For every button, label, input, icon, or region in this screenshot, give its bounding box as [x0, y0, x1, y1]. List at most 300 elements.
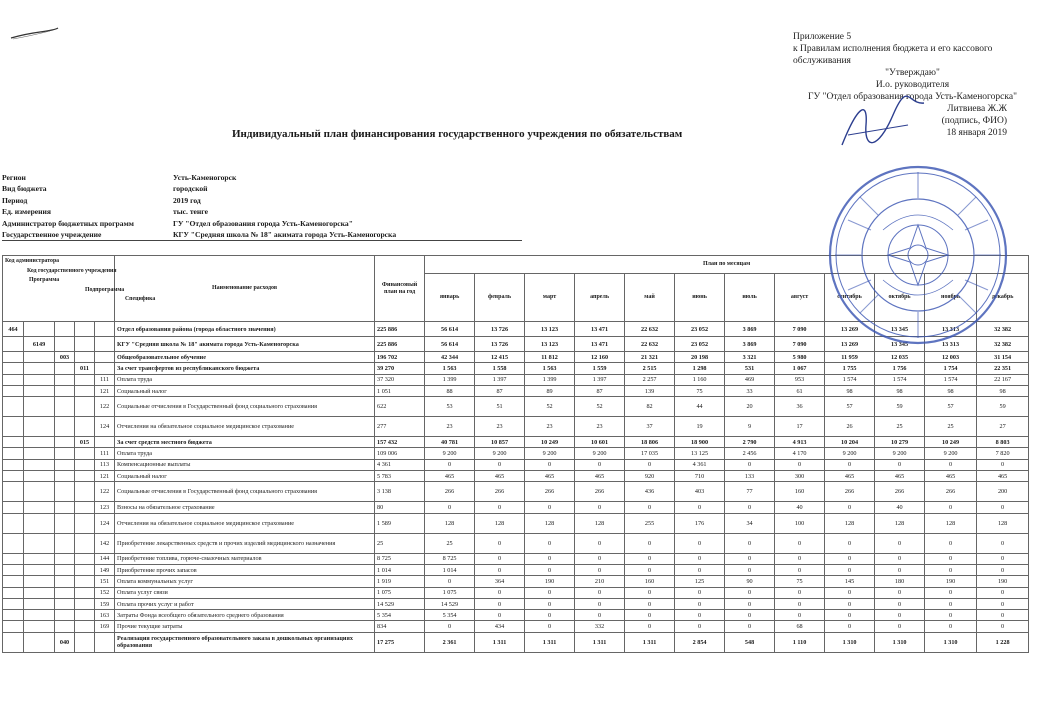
month-value-cell: 0 [725, 459, 775, 470]
month-value-cell: 0 [875, 621, 925, 632]
month-value-cell: 0 [925, 459, 977, 470]
month-value-cell: 1 310 [925, 632, 977, 652]
month-value-cell: 1 110 [775, 632, 825, 652]
month-value-cell: 4 170 [775, 448, 825, 459]
month-value-cell: 59 [875, 397, 925, 417]
month-value-cell: 0 [575, 587, 625, 598]
code-cell [24, 322, 55, 337]
month-value-cell: 465 [475, 471, 525, 482]
table-row [3, 471, 1029, 482]
month-value-cell: 12 003 [925, 352, 977, 363]
table-row [3, 564, 1029, 575]
month-value-cell: 465 [925, 471, 977, 482]
expense-name-cell: Отчисления на обязательное социальное медицинское страхование [115, 417, 375, 437]
code-cell [75, 553, 95, 564]
pen-mark-scribble [10, 26, 60, 42]
month-value-cell: 22 632 [625, 322, 675, 337]
month-value-cell: 0 [925, 598, 977, 609]
code-cell [3, 385, 24, 396]
month-value-cell: 9 200 [925, 448, 977, 459]
expense-name-cell: Социальный налог [115, 385, 375, 396]
month-value-cell: 13 269 [825, 322, 875, 337]
code-cell [95, 632, 115, 652]
code-cell [75, 513, 95, 533]
month-value-cell: 1 558 [475, 363, 525, 374]
month-value-cell: 10 204 [825, 437, 875, 448]
month-value-cell: 23 052 [675, 337, 725, 352]
month-value-cell: 13 123 [525, 337, 575, 352]
annual-plan-cell: 4 361 [375, 459, 425, 470]
month-value-cell: 0 [475, 533, 525, 553]
code-cell: 122 [95, 482, 115, 502]
month-value-cell: 10 857 [475, 437, 525, 448]
annual-plan-cell: 1 075 [375, 587, 425, 598]
table-row [3, 363, 1029, 374]
month-value-cell: 40 781 [425, 437, 475, 448]
month-value-cell: 0 [575, 610, 625, 621]
month-value-cell: 0 [875, 598, 925, 609]
document-metadata [2, 172, 522, 241]
month-value-cell: 40 [875, 502, 925, 513]
month-value-cell: 0 [625, 587, 675, 598]
code-cell: 144 [95, 553, 115, 564]
expense-name-cell: Отчисления на обязательное социальное медицинское страхование [115, 513, 375, 533]
code-cell [55, 322, 75, 337]
month-value-cell: 465 [575, 471, 625, 482]
month-value-cell: 20 [725, 397, 775, 417]
month-value-cell: 52 [575, 397, 625, 417]
code-cell [24, 564, 55, 575]
month-value-cell: 266 [575, 482, 625, 502]
month-value-cell: 364 [475, 576, 525, 587]
month-value-cell: 1 067 [775, 363, 825, 374]
code-cell [3, 471, 24, 482]
code-cell [75, 448, 95, 459]
month-value-cell: 0 [675, 564, 725, 575]
month-value-cell: 1 014 [425, 564, 475, 575]
expense-name-cell: Социальные отчисления в Государственный фонд социального страхования [115, 482, 375, 502]
expense-name-cell: Затраты Фонда всеобщего обязательного среднего образования [115, 610, 375, 621]
month-value-cell: 61 [775, 385, 825, 396]
code-cell [3, 374, 24, 385]
code-cell [3, 482, 24, 502]
month-value-cell: 0 [925, 587, 977, 598]
annual-plan-cell: 1 051 [375, 385, 425, 396]
month-value-cell: 1 397 [475, 374, 525, 385]
month-value-cell: 190 [525, 576, 575, 587]
code-cell [3, 610, 24, 621]
month-value-cell: 32 382 [977, 337, 1029, 352]
month-value-cell: 0 [475, 587, 525, 598]
month-value-cell: 4 361 [675, 459, 725, 470]
month-value-cell: 266 [925, 482, 977, 502]
code-cell [75, 482, 95, 502]
code-header-institution: Код государственного учреждения [27, 267, 117, 274]
code-cell [3, 502, 24, 513]
month-value-cell: 0 [775, 610, 825, 621]
month-value-cell: 128 [875, 513, 925, 533]
month-value-cell: 0 [725, 587, 775, 598]
month-value-cell: 0 [875, 459, 925, 470]
month-value-cell: 52 [525, 397, 575, 417]
annual-plan-cell: 17 275 [375, 632, 425, 652]
month-value-cell: 0 [525, 610, 575, 621]
table-row [3, 632, 1029, 652]
month-value-cell: 1 559 [575, 363, 625, 374]
month-value-cell: 98 [925, 385, 977, 396]
annual-plan-cell: 80 [375, 502, 425, 513]
code-cell: 149 [95, 564, 115, 575]
month-value-cell: 59 [977, 397, 1029, 417]
month-value-cell: 13 313 [925, 322, 977, 337]
month-value-cell: 12 160 [575, 352, 625, 363]
meta-row [2, 183, 522, 194]
table-row [3, 482, 1029, 502]
code-cell [24, 482, 55, 502]
table-row [3, 513, 1029, 533]
meta-value: городской [173, 184, 208, 194]
month-value-cell: 0 [875, 564, 925, 575]
code-cell: 151 [95, 576, 115, 587]
expense-name-cell: За счет средств местного бюджета [115, 437, 375, 448]
month-value-cell: 128 [425, 513, 475, 533]
expense-name-cell: Взносы на обязательное страхование [115, 502, 375, 513]
code-cell [3, 576, 24, 587]
code-cell [75, 576, 95, 587]
month-value-cell: 90 [725, 576, 775, 587]
month-value-cell: 266 [525, 482, 575, 502]
code-cell [24, 587, 55, 598]
expense-name-cell: КГУ "Средняя школа № 18" акимата города Усть-Каменогорска [115, 337, 375, 352]
code-cell [55, 459, 75, 470]
month-value-cell: 1 574 [875, 374, 925, 385]
annual-plan-cell: 25 [375, 533, 425, 553]
month-value-cell: 22 351 [977, 363, 1029, 374]
code-cell [75, 322, 95, 337]
month-value-cell: 7 820 [977, 448, 1029, 459]
month-value-cell: 9 200 [475, 448, 525, 459]
month-value-cell: 12 415 [475, 352, 525, 363]
month-header-cell: декабрь [977, 274, 1029, 322]
month-value-cell: 0 [977, 502, 1029, 513]
code-cell [75, 352, 95, 363]
table-row [3, 576, 1029, 587]
expense-name-cell: Социальные отчисления в Государственный фонд социального страхования [115, 397, 375, 417]
code-cell [95, 337, 115, 352]
month-value-cell: 0 [525, 553, 575, 564]
month-value-cell: 465 [977, 471, 1029, 482]
code-cell: 113 [95, 459, 115, 470]
month-value-cell: 0 [977, 610, 1029, 621]
month-value-cell: 0 [575, 502, 625, 513]
code-cell [55, 363, 75, 374]
month-value-cell: 0 [525, 564, 575, 575]
month-value-cell: 1 311 [625, 632, 675, 652]
month-value-cell: 1 311 [525, 632, 575, 652]
approval-date: 18 января 2019 [946, 128, 1007, 138]
code-cell [3, 533, 24, 553]
month-value-cell: 436 [625, 482, 675, 502]
month-value-cell: 0 [525, 502, 575, 513]
month-value-cell: 160 [775, 482, 825, 502]
month-value-cell: 2 257 [625, 374, 675, 385]
code-cell [75, 471, 95, 482]
month-header-cell: июль [725, 274, 775, 322]
month-value-cell: 1 563 [525, 363, 575, 374]
month-value-cell: 0 [825, 621, 875, 632]
month-value-cell: 0 [425, 621, 475, 632]
official-stamp [823, 160, 1013, 350]
month-value-cell: 0 [475, 564, 525, 575]
code-cell [24, 598, 55, 609]
month-value-cell: 0 [825, 502, 875, 513]
month-header-cell: январь [425, 274, 475, 322]
meta-value: КГУ "Средняя школа № 18" акимата города Усть-Каменогорска [173, 229, 397, 239]
month-value-cell: 25 [875, 417, 925, 437]
month-value-cell: 0 [675, 502, 725, 513]
table-body [3, 322, 1029, 653]
code-cell [55, 621, 75, 632]
table-row [3, 374, 1029, 385]
month-value-cell: 0 [825, 459, 875, 470]
table-row [3, 610, 1029, 621]
month-value-cell: 53 [425, 397, 475, 417]
expense-name-cell: За счет трансфертов из республиканского бюджета [115, 363, 375, 374]
code-cell [55, 471, 75, 482]
table-row [3, 621, 1029, 632]
month-value-cell: 0 [675, 587, 725, 598]
month-value-cell: 133 [725, 471, 775, 482]
month-value-cell: 0 [725, 553, 775, 564]
code-cell [55, 598, 75, 609]
month-value-cell: 100 [775, 513, 825, 533]
month-header-cell: апрель [575, 274, 625, 322]
month-value-cell: 20 198 [675, 352, 725, 363]
expense-name-cell: Приобретение лекарственных средств и прочих изделий медицинского назначения [115, 533, 375, 553]
month-value-cell: 0 [875, 533, 925, 553]
month-value-cell: 98 [875, 385, 925, 396]
month-value-cell: 32 382 [977, 322, 1029, 337]
table-row [3, 502, 1029, 513]
month-value-cell: 0 [725, 533, 775, 553]
month-value-cell: 300 [775, 471, 825, 482]
code-cell [75, 598, 95, 609]
approval-label: "Утверждаю" [885, 68, 940, 78]
month-value-cell: 88 [425, 385, 475, 396]
meta-key: Ед. измерения [2, 207, 52, 217]
approval-sign-label: (подпись, ФИО) [941, 116, 1007, 126]
annual-plan-cell: 622 [375, 397, 425, 417]
month-value-cell: 0 [425, 576, 475, 587]
month-value-cell: 9 [725, 417, 775, 437]
meta-row [2, 218, 522, 229]
month-value-cell: 10 601 [575, 437, 625, 448]
month-value-cell: 3 321 [725, 352, 775, 363]
month-value-cell: 1 311 [475, 632, 525, 652]
month-value-cell: 1 399 [425, 374, 475, 385]
month-value-cell: 434 [475, 621, 525, 632]
month-value-cell: 145 [825, 576, 875, 587]
month-value-cell: 23 [575, 417, 625, 437]
month-value-cell: 56 614 [425, 337, 475, 352]
code-cell [75, 564, 95, 575]
month-value-cell: 0 [625, 533, 675, 553]
month-value-cell: 210 [575, 576, 625, 587]
month-value-cell: 1 310 [825, 632, 875, 652]
meta-key: Регион [2, 173, 26, 182]
code-cell: 159 [95, 598, 115, 609]
expense-name-cell: Реализация государственного образовательного заказа в дошкольных организациях образования [115, 632, 375, 652]
month-value-cell: 710 [675, 471, 725, 482]
month-value-cell: 465 [825, 471, 875, 482]
month-value-cell: 1 160 [675, 374, 725, 385]
month-header-cell: сентябрь [825, 274, 875, 322]
table-row [3, 598, 1029, 609]
code-cell [55, 502, 75, 513]
month-value-cell: 128 [525, 513, 575, 533]
month-value-cell: 0 [425, 459, 475, 470]
month-value-cell: 200 [977, 482, 1029, 502]
month-value-cell: 0 [575, 564, 625, 575]
month-value-cell: 266 [825, 482, 875, 502]
month-value-cell: 13 313 [925, 337, 977, 352]
code-cell [3, 448, 24, 459]
month-value-cell: 0 [977, 459, 1029, 470]
code-cell: 464 [3, 322, 24, 337]
code-cell [55, 448, 75, 459]
month-value-cell: 0 [625, 610, 675, 621]
code-cell [3, 397, 24, 417]
code-cell [24, 448, 55, 459]
month-value-cell: 0 [925, 533, 977, 553]
meta-key: Вид бюджета [2, 184, 47, 194]
month-value-cell: 0 [925, 502, 977, 513]
month-value-cell: 26 [825, 417, 875, 437]
month-header-cell: июнь [675, 274, 725, 322]
month-value-cell: 1 399 [525, 374, 575, 385]
month-value-cell: 98 [825, 385, 875, 396]
code-cell [3, 352, 24, 363]
code-cell [3, 459, 24, 470]
month-value-cell: 0 [977, 587, 1029, 598]
month-value-cell: 0 [875, 553, 925, 564]
month-value-cell: 0 [977, 564, 1029, 575]
code-cell [3, 587, 24, 598]
code-cell [55, 385, 75, 396]
month-value-cell: 0 [825, 553, 875, 564]
name-header: Наименование расходов [115, 256, 375, 322]
code-cell [24, 471, 55, 482]
month-value-cell: 13 123 [525, 322, 575, 337]
month-value-cell: 36 [775, 397, 825, 417]
code-cell [24, 459, 55, 470]
month-value-cell: 1 075 [425, 587, 475, 598]
month-value-cell: 1 397 [575, 374, 625, 385]
code-cell [75, 417, 95, 437]
month-value-cell: 920 [625, 471, 675, 482]
month-value-cell: 1 563 [425, 363, 475, 374]
month-value-cell: 1 298 [675, 363, 725, 374]
code-cell [24, 610, 55, 621]
month-header-cell: май [625, 274, 675, 322]
month-value-cell: 0 [525, 459, 575, 470]
plan-header: Финансовый план на год [375, 256, 425, 322]
month-value-cell: 44 [675, 397, 725, 417]
month-value-cell: 0 [575, 553, 625, 564]
expense-name-cell: Оплата коммунальных услуг [115, 576, 375, 587]
code-cell [55, 533, 75, 553]
code-cell [75, 621, 95, 632]
month-value-cell: 0 [925, 553, 977, 564]
month-value-cell: 953 [775, 374, 825, 385]
month-value-cell: 0 [525, 587, 575, 598]
code-cell [75, 587, 95, 598]
code-header-program: Программа [29, 277, 60, 283]
month-value-cell: 0 [525, 533, 575, 553]
code-cell [95, 322, 115, 337]
expense-name-cell: Общеобразовательное обучение [115, 352, 375, 363]
month-value-cell: 11 959 [825, 352, 875, 363]
code-cell: 169 [95, 621, 115, 632]
month-value-cell: 98 [977, 385, 1029, 396]
month-value-cell: 469 [725, 374, 775, 385]
code-cell [55, 513, 75, 533]
annual-plan-cell: 225 886 [375, 337, 425, 352]
month-value-cell: 13 471 [575, 337, 625, 352]
month-value-cell: 0 [575, 459, 625, 470]
appendix-line-2: к Правилам исполнения бюджета и его кассового обслуживания [793, 44, 993, 66]
month-value-cell: 0 [475, 610, 525, 621]
code-cell [24, 363, 55, 374]
month-value-cell: 465 [875, 471, 925, 482]
month-value-cell: 266 [425, 482, 475, 502]
month-value-cell: 190 [977, 576, 1029, 587]
month-value-cell: 0 [475, 502, 525, 513]
code-cell [95, 437, 115, 448]
month-value-cell: 82 [625, 397, 675, 417]
code-cell [24, 632, 55, 652]
handwritten-signature [838, 95, 928, 155]
annual-plan-cell: 834 [375, 621, 425, 632]
code-cell [3, 621, 24, 632]
code-cell [75, 397, 95, 417]
month-value-cell: 13 726 [475, 337, 525, 352]
month-value-cell: 125 [675, 576, 725, 587]
month-value-cell: 0 [475, 553, 525, 564]
annual-plan-cell: 5 783 [375, 471, 425, 482]
code-header-specifics: Специфика [125, 296, 156, 302]
month-value-cell: 2 854 [675, 632, 725, 652]
code-headers-cell [3, 256, 156, 322]
month-value-cell: 33 [725, 385, 775, 396]
month-value-cell: 7 090 [775, 337, 825, 352]
code-cell [55, 587, 75, 598]
month-value-cell: 18 900 [675, 437, 725, 448]
month-value-cell: 0 [925, 610, 977, 621]
month-value-cell: 89 [525, 385, 575, 396]
meta-row [2, 206, 522, 217]
code-cell [3, 513, 24, 533]
month-value-cell: 128 [925, 513, 977, 533]
month-value-cell: 9 200 [525, 448, 575, 459]
table-row [3, 417, 1029, 437]
month-value-cell: 2 790 [725, 437, 775, 448]
month-value-cell: 0 [475, 598, 525, 609]
code-cell [3, 632, 24, 652]
code-cell [55, 553, 75, 564]
month-value-cell: 0 [775, 564, 825, 575]
month-value-cell: 13 125 [675, 448, 725, 459]
